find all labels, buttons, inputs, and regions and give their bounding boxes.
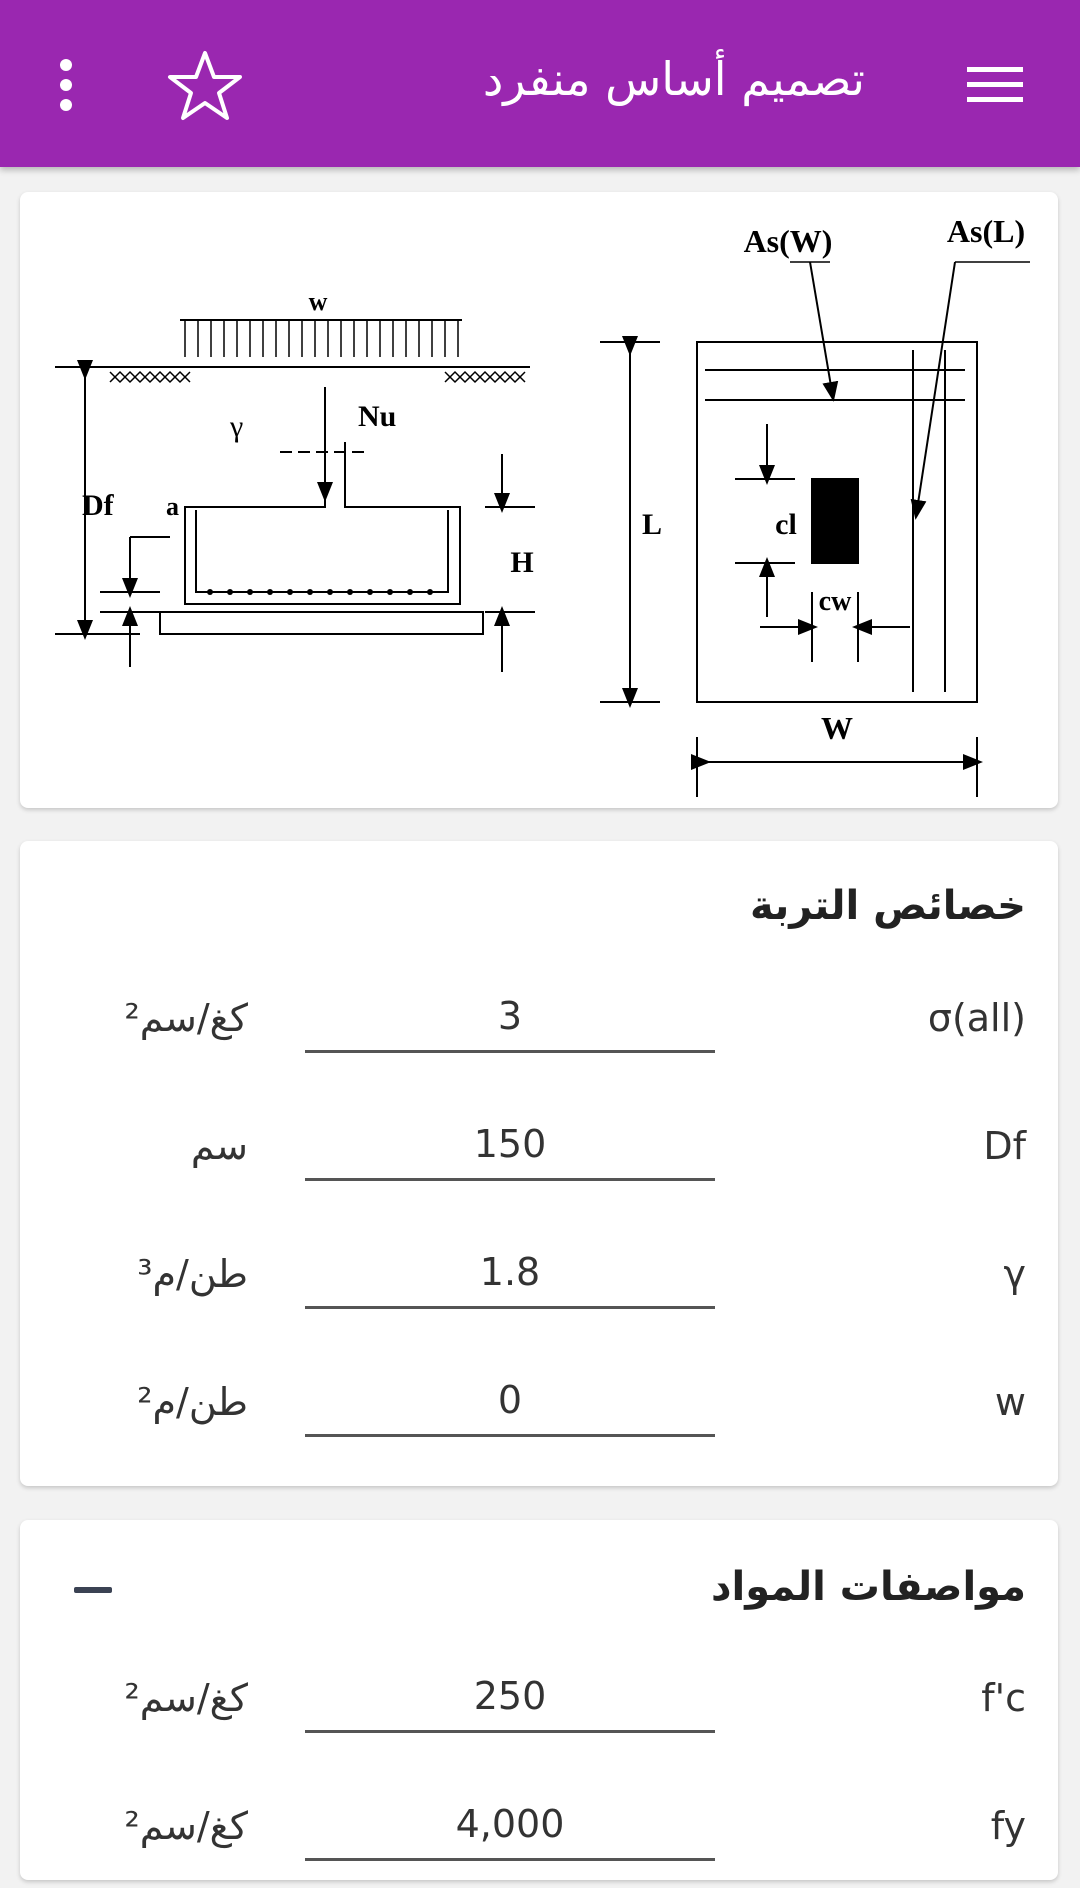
star-outline-icon[interactable] xyxy=(160,45,250,125)
section-title-soil: خصائص التربة xyxy=(750,883,1026,929)
field-unit: كغ/سم² xyxy=(124,1676,248,1720)
label-as-w: As(W) xyxy=(743,223,833,259)
field-label: fy xyxy=(990,1804,1026,1848)
soil-row-sigma xyxy=(20,970,1058,1080)
w-input[interactable] xyxy=(305,1366,715,1437)
label-as-l: As(L) xyxy=(946,213,1026,249)
materials-card xyxy=(20,1520,1058,1880)
field-label: Df xyxy=(983,1124,1026,1168)
label-cw: cw xyxy=(818,586,852,617)
field-unit: طن/م³ xyxy=(137,1252,248,1296)
app-bar xyxy=(0,0,1080,167)
soil-row-w xyxy=(20,1354,1058,1464)
collapse-icon[interactable] xyxy=(68,1565,118,1615)
label-cl: cl xyxy=(775,508,797,541)
load-arrows xyxy=(185,320,458,357)
label-l: L xyxy=(641,508,663,541)
label-h: H xyxy=(510,546,534,579)
hamburger-menu-icon[interactable] xyxy=(955,50,1035,120)
label-w: w xyxy=(308,287,328,316)
fy-input[interactable] xyxy=(305,1790,715,1861)
app-title: تصميم أساس منفرد xyxy=(482,52,865,106)
field-unit: طن/م² xyxy=(137,1380,248,1424)
fc-input[interactable] xyxy=(305,1662,715,1733)
material-row-fy xyxy=(20,1778,1058,1888)
label-width: W xyxy=(821,710,853,746)
field-label: γ xyxy=(1003,1252,1026,1296)
field-label: w xyxy=(994,1380,1026,1424)
material-row-fc xyxy=(20,1650,1058,1760)
label-a: a xyxy=(166,492,179,521)
soil-row-gamma xyxy=(20,1226,1058,1336)
field-label: f'c xyxy=(981,1676,1026,1720)
soil-properties-card xyxy=(20,841,1058,1486)
more-vert-icon[interactable] xyxy=(40,45,92,125)
section-title-materials: مواصفات المواد xyxy=(711,1564,1026,1610)
diagram-card xyxy=(20,192,1058,808)
field-label: σ(all) xyxy=(927,996,1026,1040)
gamma-input[interactable] xyxy=(305,1238,715,1309)
field-unit: سم xyxy=(190,1124,248,1168)
footing-diagram xyxy=(20,192,1058,808)
soil-row-df xyxy=(20,1098,1058,1208)
label-gamma: γ xyxy=(230,410,244,443)
sigma-all-input[interactable] xyxy=(305,982,715,1053)
field-unit: كغ/سم² xyxy=(124,1804,248,1848)
label-nu: Nu xyxy=(358,400,397,433)
df-input[interactable] xyxy=(305,1110,715,1181)
label-df: Df xyxy=(82,489,114,522)
field-unit: كغ/سم² xyxy=(124,996,248,1040)
